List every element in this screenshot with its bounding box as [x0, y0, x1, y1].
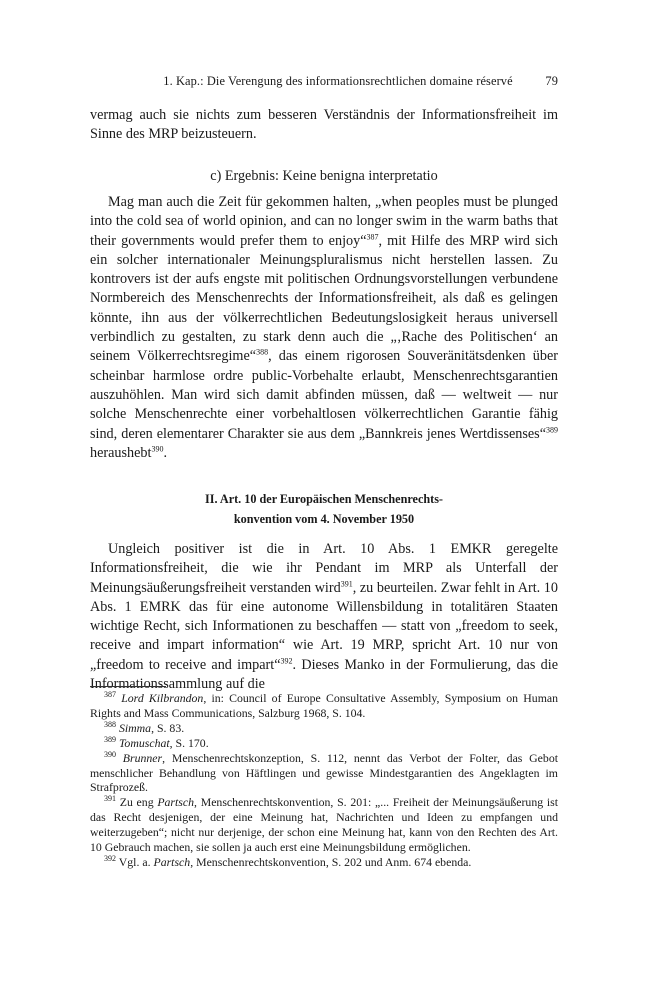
footnote-ref-388[interactable]: 388 [256, 347, 269, 357]
footnote-389: $^{389}$ Tomuschat, S. 170. [104, 734, 209, 750]
section-heading [90, 489, 558, 529]
paragraph-1-text: heraushebt [90, 444, 152, 461]
intro-paragraph [90, 106, 558, 145]
paragraph-1-text: Mag man auch die Zeit für gekommen halten, „when peoples must be plunged into the cold sea of world opinion, and can no longer swim in the warm baths that their governments would prefer them to enjoy“ [90, 194, 558, 249]
footnote-391: $^{391}$ Zu eng Partsch, Menschenrechtskonvention, S. 201: „... Freiheit der Meinungsäußerung ist das Recht desjenigen, der eine Meinung hat, Nachrichten und Ideen zu empfangen und weiterzugeben“; nicht nur derjenige, der schon eine Meinung hat, kann von den Rechten des Art. 10 Gebrauch machen, sie sollen ja auch erst eine Meinungsbildung ermöglichen. [90, 794, 558, 855]
intro-text: vermag auch sie nichts zum besseren Verständnis der Informationsfreiheit im Sinne des MRP beizusteuern. [90, 107, 558, 143]
footnote-392: $^{392}$ Vgl. a. Partsch, Menschenrechtskonvention, S. 202 und Anm. 674 ebenda. [104, 854, 472, 869]
footnote-ref-392[interactable]: 392 [280, 656, 293, 666]
footnote-387: $^{387}$ Lord Kilbrandon, in: Council of Europe Consultative Assembly, Symposium on Human Rights and Mass Communications, Salzburg 1968, S. 104. [90, 690, 559, 720]
paragraph-2 [90, 540, 558, 694]
footnote-ref-391[interactable]: 391 [340, 578, 353, 588]
footnote-ref-389[interactable]: 389 [546, 424, 558, 434]
paragraph-1 [90, 193, 558, 463]
paragraph-1-text: . [163, 444, 168, 461]
footnote-388: $^{388}$ Simma, S. 83. [104, 719, 185, 735]
page-number: 79 [545, 74, 558, 88]
section-heading-line-2: konvention vom 4. November 1950 [233, 512, 415, 526]
section-heading-line-1: II. Art. 10 der Europäischen Menschenrechts- [205, 492, 443, 506]
paragraph-1-text: , das einem rigorosen Souveränitätsdenken über scheinbar harmlose ordre public-Vorbehalte erlaubt, Menschenrechtsgarantien auszuhöhlen. Man wird sich damit abfinden müssen, daß — weltweit — nur solche Menschenrechte einer vorbehaltlosen völkerrechtlichen Garantie fähig sind, deren elementarer Charakter sie aus dem „Bannkreis jenes Wertdissenses“ [90, 348, 558, 442]
footnote-390: $^{390}$ Brunner, Menschenrechtskonzeption, S. 112, nennt das Verbot der Folter, das Gebot menschlicher Behandlung von Häftlingen und gewisse Mindestgarantien des Angeklagten im Strafprozeß. [90, 749, 558, 795]
paragraph-1-text: , mit Hilfe des MRP wird sich ein solcher internationaler Meinungspluralismus nicht herstellen lassen. Zu kontrovers ist der aufs engste mit politischen Ordnungsvorstellungen verbundene Normbereich des Menschenrechts der Informationsfreiheit, als daß es gelingen könnte, ihn aus der völkerrechtlichen Bedeutungslosigkeit heraus universell verbindlich zu gestalten, zu stark denn auch die „‚Rache des Politischen‘ an seinem Völkerrechtsregime“ [90, 232, 558, 365]
paragraph-2-text: Ungleich positiver ist die in Art. 10 Abs. 1 EMKR geregelte Informationsfreiheit, die wie ihr Pendant im MRP als Unterfall der Meinungsäußerungsfreiheit verstanden wird [90, 541, 558, 596]
footnote-ref-390[interactable]: 390 [151, 444, 164, 454]
subheading: c) Ergebnis: Keine benigna interpretatio [210, 168, 438, 184]
footnote-rule [90, 686, 166, 687]
running-header-title: 1. Kap.: Die Verengung des informationsrechtlichen domaine réservé [163, 74, 513, 88]
running-header [118, 74, 558, 89]
footnote-ref-387[interactable]: 387 [366, 231, 379, 241]
footnotes [90, 691, 558, 870]
paragraph-2-text: . Dieses Manko in der Formulierung, das die Informationssammlung auf die [90, 656, 558, 693]
paragraph-2-text: , zu beurteilen. Zwar fehlt in Art. 10 Abs. 1 EMRK das für eine autonome Willensbildung in totalitären Staaten wichtige Recht, sich Informationen zu beschaffen — statt von „freedom to seek, receive and impart information“ wie Art. 19 MRP, spricht Art. 10 nur von „freedom to receive and impart“ [90, 579, 558, 673]
